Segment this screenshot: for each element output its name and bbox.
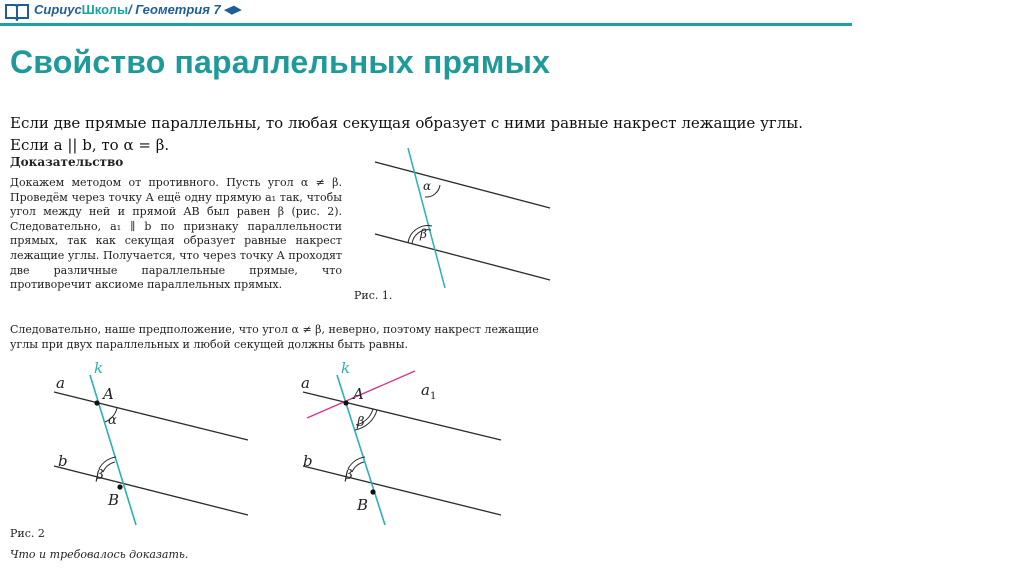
header-divider xyxy=(0,23,852,26)
label-k: k xyxy=(94,359,104,377)
point-b xyxy=(370,489,375,494)
brand-title xyxy=(34,2,241,17)
figure-2-left xyxy=(40,355,260,530)
diamond-arrows-icon: ◀▶ xyxy=(223,4,241,16)
point-a xyxy=(343,400,348,405)
label-b: b xyxy=(303,452,313,470)
label-point-b: B xyxy=(108,491,120,509)
proof-body: Докажем методом от противного. Пусть угол α ≠ β. Проведём через точку A ещё одну прямую a₁ так, чтобы угол между ней и прямой AB был равен β (рис. 2). Следовательно, a₁ ∥ b по признаку параллельности прямых, так как секущая образует равные накрест лежащие углы. Получается, что через точку A проходят две различные параллельные прямые, что противоречит аксиоме параллельных прямых. xyxy=(10,176,342,292)
proof-heading: Доказательство xyxy=(10,155,124,169)
line-b xyxy=(303,466,501,515)
beta-label: β xyxy=(96,468,104,483)
figure-2-caption: Рис. 2 xyxy=(10,527,45,540)
label-k: k xyxy=(341,359,351,377)
page-title: Свойство параллельных прямых xyxy=(10,44,551,80)
theorem-statement: Если две прямые параллельны, то любая секущая образует с ними равные накрест лежащие углы. xyxy=(10,114,804,132)
point-a xyxy=(94,400,99,405)
beta-bottom-arc-inner xyxy=(352,462,364,472)
qed-text: Что и требовалось доказать. xyxy=(10,548,189,561)
label-a1 xyxy=(421,381,436,402)
line-a xyxy=(303,392,501,440)
brand-main: Сириус xyxy=(34,2,82,17)
header-bar xyxy=(0,0,1024,24)
book-icon xyxy=(4,1,30,21)
label-a: a xyxy=(56,374,65,392)
proof-conclusion: Следовательно, наше предположение, что угол α ≠ β, неверно, поэтому накрест лежащие углы при двух параллельных и любой секущей должны быть равны. xyxy=(10,323,539,351)
figure-1-caption: Рис. 1. xyxy=(354,289,393,302)
beta-top-label: β xyxy=(357,415,365,430)
figure-2-right xyxy=(285,355,515,530)
beta-arc-inner xyxy=(103,462,115,472)
line-b xyxy=(375,234,550,280)
line-a xyxy=(375,162,550,208)
beta-label: β xyxy=(420,227,427,241)
line-a xyxy=(54,392,248,440)
point-b xyxy=(117,484,122,489)
label-a: a xyxy=(301,374,310,392)
beta-bottom-label: β xyxy=(345,468,353,483)
alpha-label: α xyxy=(108,413,117,428)
transversal-line xyxy=(408,148,445,288)
alpha-label: α xyxy=(423,179,432,193)
label-point-a: A xyxy=(103,385,114,403)
theorem-condition: Если a || b, то α = β. xyxy=(10,136,170,154)
label-point-a: A xyxy=(353,385,364,403)
label-a1-index: 1 xyxy=(429,391,437,402)
course-label: / Геометрия 7 xyxy=(128,2,221,17)
line-b xyxy=(54,466,248,515)
brand-sub: Школы xyxy=(81,2,129,17)
label-b: b xyxy=(58,452,68,470)
label-a1-letter: a xyxy=(421,381,430,399)
label-point-b: B xyxy=(357,496,369,514)
figure-1 xyxy=(360,140,560,290)
